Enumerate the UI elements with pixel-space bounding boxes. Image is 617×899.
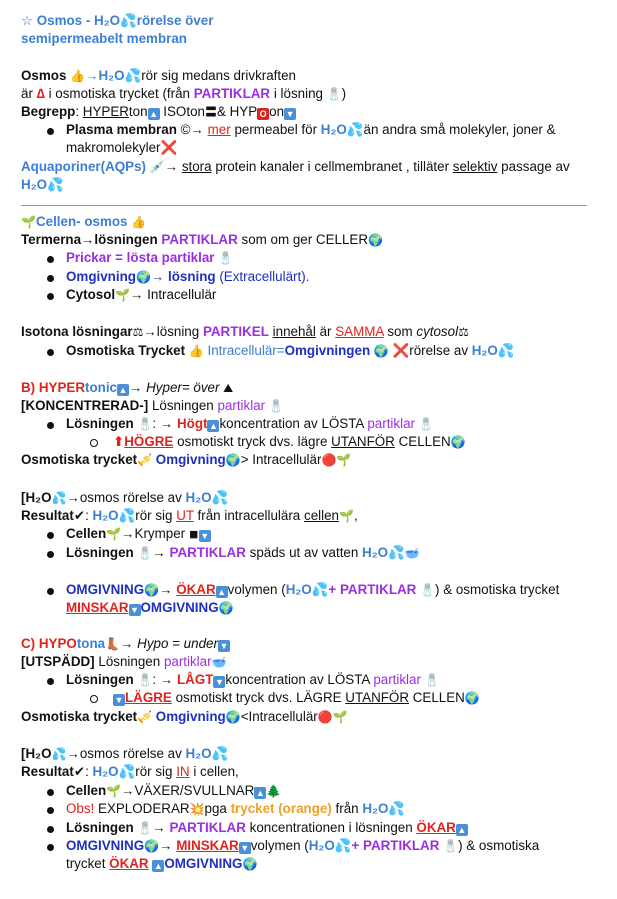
down-arrow-icon: ▼ — [130, 605, 139, 615]
bullet — [47, 551, 54, 558]
hypo-h2o-line: [H₂O💦→osmos rörelse av H₂O💦 — [21, 746, 229, 761]
hypo-bullet-1: Lösningen 🧂: → LÅGT ▼ koncentration av LÖSTA partiklar 🧂 — [66, 672, 440, 687]
seedling-icon: 🌱 — [21, 215, 36, 229]
hand-icon: 👍 — [188, 344, 204, 358]
bullet — [47, 349, 54, 356]
globe-icon: 🌍 — [373, 344, 389, 358]
explosion-icon: 💥 — [189, 802, 205, 816]
hypo-res-bullet-2: Obs! EXPLODERAR💥pga trycket (orange) från H₂O💦 — [66, 801, 406, 816]
bowl-icon: 🥣 — [211, 655, 227, 669]
up-arrow-icon: ▲ — [153, 861, 163, 871]
trumpet-icon: 🎺 — [137, 453, 153, 467]
seedling-icon: 🌱 — [106, 784, 122, 798]
down-arrow-icon: ▼ — [240, 843, 250, 853]
check-icon: ✔ — [73, 508, 86, 523]
globe-icon: 🌍 — [225, 453, 241, 467]
salt-shaker-icon: 🧂 — [326, 87, 342, 101]
bullet-omgivning: Omgivning🌍→ lösning (Extracellulärt). — [66, 269, 310, 284]
salt-shaker-icon: 🧂 — [137, 417, 153, 431]
top-arrow-icon: ⬆ — [113, 434, 125, 449]
sub-bullet — [90, 439, 98, 447]
hypo-heading: C) HYPOtona👢→ Hypo = under ▼ — [21, 636, 229, 651]
osmos-line: Osmos 👍→H₂O💦rör sig medans drivkraften — [21, 68, 296, 83]
hyper-sub-bullet: ⬆HÖGRE osmotiskt tryck dvs. lägre UTANFÖR CELLEN🌍 — [113, 434, 466, 449]
tree-icon: 🌲 — [266, 784, 282, 798]
bullet — [47, 293, 54, 300]
seedling-icon: 🌱 — [106, 527, 122, 541]
bullet — [47, 422, 54, 429]
osm-tryck-line: Osmotiska Trycket 👍 Intracellulär=Omgivningen 🌍 ❌rörelse av H₂O💦 — [66, 343, 515, 358]
begrepp-line: Begrepp: HYPERton ▲ ISOton〓& HYP O on ▼ — [21, 104, 295, 119]
water-icon: 💦 — [51, 747, 67, 761]
seedling-icon: 🌱 — [332, 710, 348, 724]
hypo-sub-bullet: ▼ LÄGRE osmotiskt tryck dvs. LÄGRE UTANFÖR CELLEN🌍 — [114, 690, 480, 705]
globe-icon: 🌍 — [464, 691, 480, 705]
bullet — [47, 844, 54, 851]
up-arrow-icon: ▲ — [255, 788, 265, 798]
bullet — [47, 532, 54, 539]
seedling-icon: 🌱 — [115, 288, 131, 302]
cell-heading: 🌱Cellen- osmos 👍 — [21, 214, 147, 229]
small-square-icon: ◾ — [188, 526, 199, 541]
salt-shaker-icon: 🧂 — [268, 399, 284, 413]
globe-icon: 🌍 — [450, 435, 466, 449]
hyper-res-bullet-3-line-2: MINSKAR ▼ OMGIVNING🌍 — [66, 600, 234, 615]
hyper-resultat-line: Resultat✔: H₂O💦rör sig UT från intracellulära cellen🌱, — [21, 508, 358, 523]
hand-icon: 👍 — [131, 215, 147, 229]
water-icon: 💦 — [51, 491, 67, 505]
hypo-res-bullet-3: Lösningen 🧂→ PARTIKLAR koncentrationen i lösningen ÖKAR ▲ — [66, 820, 467, 835]
salt-shaker-icon: 🧂 — [418, 417, 434, 431]
horizontal-divider — [21, 205, 587, 206]
salt-shaker-icon: 🧂 — [420, 583, 436, 597]
globe-icon: 🌍 — [135, 270, 151, 284]
up-arrow-icon: ▲ — [457, 825, 467, 835]
down-arrow-icon: ▼ — [219, 641, 229, 651]
hypo-osm-line: Osmotiska trycket🎺 Omgivning🌍<Intracellulär🔴🌱 — [21, 709, 348, 724]
utspadd-line: [UTSPÄDD] Lösningen partiklar🥣 — [21, 654, 227, 669]
aqua-line-2: H₂O💦 — [21, 177, 64, 192]
cross-icon: ❌ — [392, 343, 410, 358]
up-arrow-icon: ▲ — [217, 587, 227, 597]
bullet — [47, 128, 54, 135]
trumpet-icon: 🎺 — [137, 710, 153, 724]
hypo-res-bullet-1: Cellen🌱→VÄXER/SVULLNAR ▲ 🌲 — [66, 783, 282, 798]
hyper-res-bullet-3: OMGIVNING🌍→ ÖKAR ▲ volymen (H₂O💦+ PARTIKLAR 🧂) & osmotiska trycket — [66, 582, 560, 597]
globe-icon: 🌍 — [218, 601, 234, 615]
down-arrow-icon: ▼ — [214, 677, 224, 687]
globe-icon: 🌍 — [225, 710, 241, 724]
hypo-resultat-line: Resultat✔: H₂O💦rör sig IN i cellen, — [21, 764, 239, 779]
plasma-line-2: makromolekyler❌ — [66, 140, 178, 155]
bullet — [47, 678, 54, 685]
plasma-line: Plasma membran ©→ mer permeabel för H₂O💦än andra små molekyler, joner & — [66, 122, 556, 137]
red-circle-icon: 🔴 — [317, 710, 333, 724]
hyper-bullet-1: Lösningen 🧂: → Högt ▲ koncentration av LÖSTA partiklar 🧂 — [66, 416, 434, 431]
up-arrow-icon: ▲ — [209, 421, 218, 431]
bowl-icon: 🥣 — [404, 546, 420, 560]
bullet — [47, 789, 54, 796]
down-arrow-icon: ▼ — [114, 695, 124, 705]
scales-icon: ⚖ — [458, 325, 469, 339]
bullet — [47, 807, 54, 814]
aqua-line: Aquaporiner(AQPs) 💉→ stora protein kanaler i cellmembranet , tilläter selektiv passage av — [21, 159, 570, 174]
doc-subtitle: semipermeabelt membran — [21, 31, 187, 46]
globe-icon: 🌍 — [144, 839, 160, 853]
scales-icon: ⚖ — [132, 325, 144, 339]
cross-icon: ❌ — [160, 140, 178, 155]
equals-icon: 〓 — [204, 105, 217, 119]
red-circle-icon: 🔴 — [321, 453, 337, 467]
down-arrow-icon: ▼ — [200, 531, 210, 541]
konc-line: [KONCENTRERAD-] Lösningen partiklar 🧂 — [21, 398, 284, 413]
bullet — [47, 256, 54, 263]
salt-shaker-icon: 🧂 — [443, 839, 459, 853]
up-arrow-icon: ▲ — [118, 385, 128, 395]
termerna-line: Termerna→lösningen PARTIKLAR som om ger CELLER🌍 — [21, 232, 383, 247]
o-icon: O — [257, 108, 269, 120]
seedling-icon: 🌱 — [336, 453, 352, 467]
doc-title: ☆ Osmos - H₂O💦rörelse över — [21, 13, 214, 28]
boot-icon: 👢 — [105, 637, 121, 651]
check-icon: ✔ — [73, 764, 86, 779]
salt-shaker-icon: 🧂 — [137, 673, 153, 687]
hypo-res-bullet-4: OMGIVNING🌍→ MINSKAR ▼ volymen (H₂O💦+ PARTIKLAR 🧂) & osmotiska — [66, 838, 540, 853]
hypo-res-bullet-4-line-2: trycket ÖKAR ▲ OMGIVNING🌍 — [66, 856, 258, 871]
hyper-res-bullet-2: Lösningen 🧂→ PARTIKLAR späds ut av vatten H₂O💦🥣 — [66, 545, 420, 560]
globe-icon: 🌍 — [242, 857, 258, 871]
up-arrow-icon: ▲ — [149, 109, 158, 119]
down-arrow-icon: ▼ — [285, 109, 295, 119]
hyper-osm-line: Osmotiska trycket🎺 Omgivning🌍> Intracellulär🔴🌱 — [21, 452, 352, 467]
sub-bullet — [90, 695, 98, 703]
hand-icon: 👍 — [70, 69, 86, 83]
globe-icon: 🌍 — [144, 583, 160, 597]
bullet — [47, 826, 54, 833]
syringe-icon: 💉 — [149, 160, 165, 174]
hyper-res-bullet-1: Cellen🌱→Krymper ◾ ▼ — [66, 526, 210, 541]
hyper-heading: B) HYPERtonic ▲ → Hyper= över ⛰ — [21, 380, 234, 395]
globe-icon: 🌍 — [368, 233, 383, 247]
bullet-cytosol: Cytosol🌱→ Intracellulär — [66, 287, 217, 302]
osmos-line-2: är ∆ i osmotiska trycket (från PARTIKLAR i lösning 🧂) — [21, 86, 347, 101]
bullet-prickar: Prickar = lösta partiklar 🧂 — [66, 250, 234, 265]
hyper-h2o-line: [H₂O💦→osmos rörelse av H₂O💦 — [21, 490, 229, 505]
seedling-icon: 🌱 — [339, 509, 354, 523]
salt-shaker-icon: 🧂 — [137, 546, 153, 560]
copyright-icon: © — [180, 122, 191, 137]
bullet — [47, 588, 54, 595]
salt-shaker-icon: 🧂 — [218, 251, 234, 265]
salt-shaker-icon: 🧂 — [137, 821, 153, 835]
mountain-icon: ⛰ — [223, 381, 234, 395]
bullet — [47, 275, 54, 282]
isotona-line: Isotona lösningar⚖→lösning PARTIKEL innehål är SAMMA som cytosol⚖ — [21, 324, 469, 339]
salt-shaker-icon: 🧂 — [424, 673, 440, 687]
